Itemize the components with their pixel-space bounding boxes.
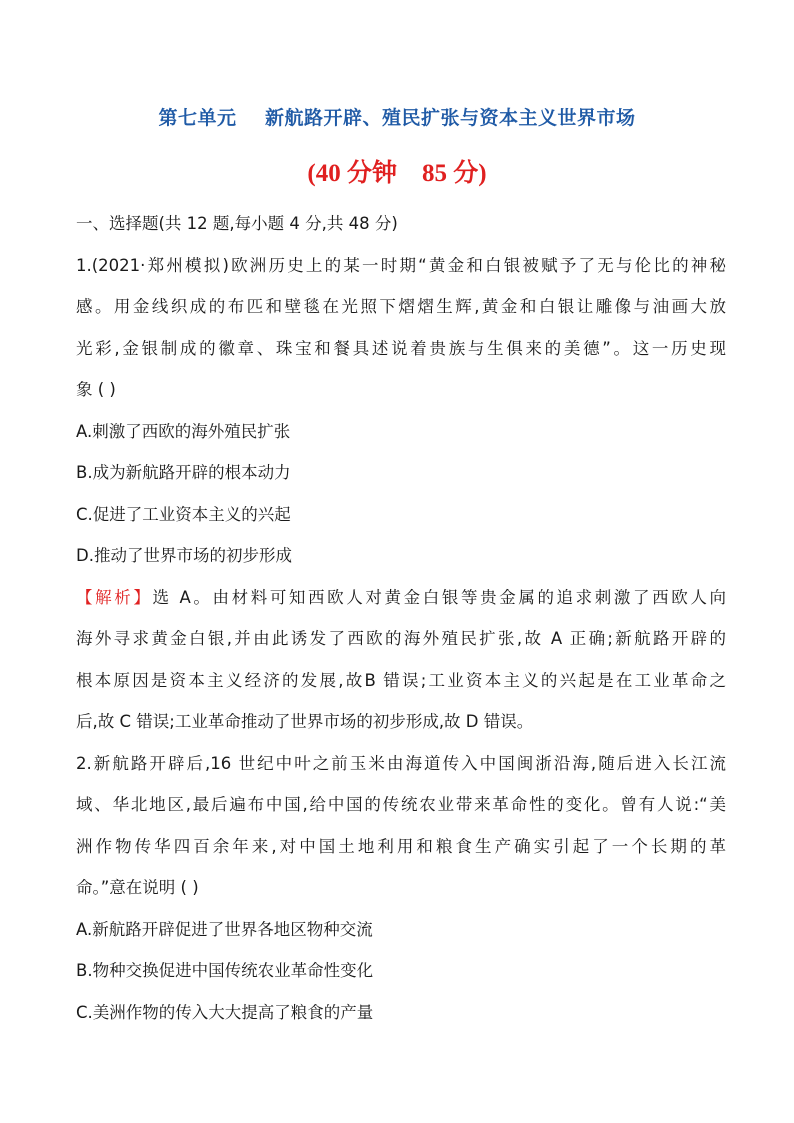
question-2 [76,743,726,1034]
question-1-option-a: A.刺激了西欧的海外殖民扩张 [76,421,291,441]
question-2-stem-line: 2.新航路开辟后,16 世纪中叶之前玉米由海道传入中国闽浙沿海,随后进入长江流 [76,753,726,773]
analysis-line: 海外寻求黄金白银,并由此诱发了西欧的海外殖民扩张,故 A 正确;新航路开辟的 [76,629,726,648]
question-2-option-c: C.美洲作物的传入大大提高了粮食的产量 [76,1002,374,1022]
question-1-stem-line: 象 ( ) [76,380,116,399]
question-1-option-b: B.成为新航路开辟的根本动力 [76,463,291,482]
question-2-option-b: B.物种交换促进中国传统农业革命性变化 [76,961,374,980]
analysis-line: 后,故 C 错误;工业革命推动了世界市场的初步形成,故 D 错误。 [76,712,534,731]
question-1-stem-line: 1.(2021·郑州模拟)欧洲历史上的某一时期“黄金和白银被赋予了无与伦比的神秘 [76,255,726,275]
analysis-line [76,577,726,619]
question-2-stem-line: 洲作物传华四百余年来,对中国土地利用和粮食生产确实引起了一个长期的革 [76,836,726,856]
analysis-tag: 【解析】 [76,587,153,607]
question-2-stem-line: 命。”意在说明 ( ) [76,878,199,897]
question-1-option-c: C.促进了工业资本主义的兴起 [76,504,291,524]
question-1-stem-line: 光彩,金银制成的徽章、珠宝和餐具述说着贵族与生俱来的美德”。这一历史现 [76,338,726,358]
content-body [76,203,726,1033]
analysis-line: 根本原因是资本主义经济的发展,故B 错误;工业资本主义的兴起是在工业革命之 [76,670,726,690]
question-2-option-a: A.新航路开辟促进了世界各地区物种交流 [76,919,373,939]
question-1-analysis [76,577,726,743]
question-1 [76,245,726,743]
section-heading: 一、选择题(共 12 题,每小题 4 分,共 48 分) [76,214,398,233]
unit-title: 第七单元 新航路开辟、殖民扩张与资本主义世界市场 [158,107,636,129]
question-1-stem-line: 感。用金线织成的布匹和壁毯在光照下熠熠生辉,黄金和白银让雕像与油画大放 [76,297,726,316]
question-2-stem-line: 域、华北地区,最后遍布中国,给中国的传统农业带来革命性的变化。曾有人说:“美 [76,795,726,814]
time-and-score: (40 分钟 85 分) [307,160,487,187]
analysis-text: 选 A。由材料可知西欧人对黄金白银等贵金属的追求刺激了西欧人向 [152,587,726,607]
question-1-option-d: D.推动了世界市场的初步形成 [76,546,292,565]
